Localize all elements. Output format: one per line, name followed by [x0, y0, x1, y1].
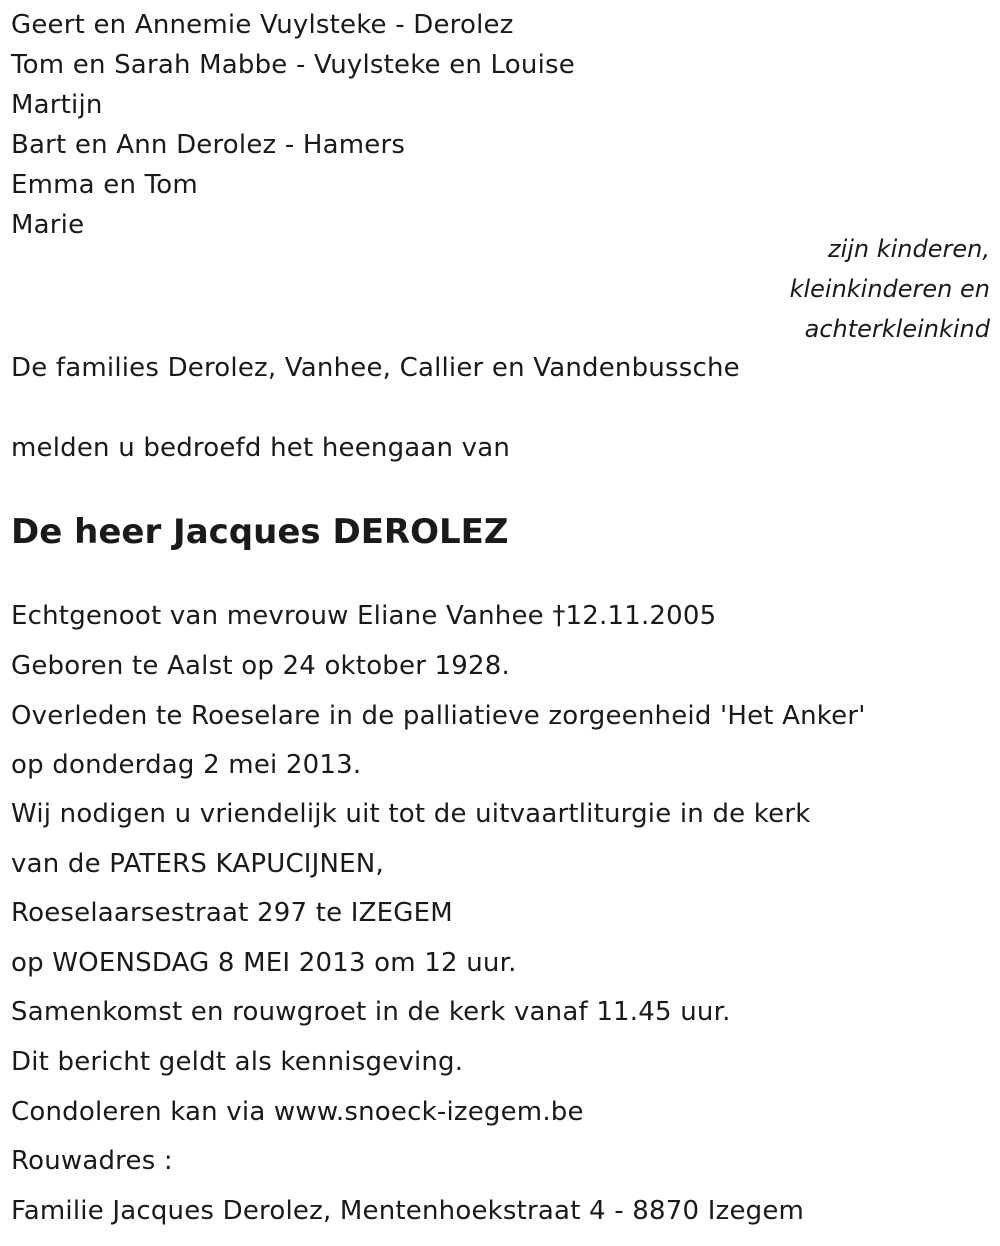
detail-line: Dit bericht geldt als kennisgeving.: [11, 1047, 464, 1077]
detail-line: Familie Jacques Derolez, Mentenhoekstraat 4 - 8870 Izegem: [11, 1196, 805, 1226]
family-member-line: Geert en Annemie Vuylsteke - Derolez: [11, 10, 514, 40]
relation-line: achterkleinkind: [804, 315, 990, 343]
detail-line: Condoleren kan via www.snoeck-izegem.be: [11, 1097, 584, 1127]
detail-line: Roeselaarsestraat 297 te IZEGEM: [11, 898, 453, 928]
relation-line: zijn kinderen,: [827, 235, 990, 263]
detail-line: Rouwadres :: [11, 1146, 173, 1176]
deceased-name: De heer Jacques DEROLEZ: [11, 512, 509, 552]
detail-line: Echtgenoot van mevrouw Eliane Vanhee †12.11.2005: [11, 601, 717, 631]
detail-line: Geboren te Aalst op 24 oktober 1928.: [11, 651, 510, 681]
family-member-line: Emma en Tom: [11, 170, 198, 200]
detail-line: van de PATERS KAPUCIJNEN,: [11, 849, 384, 879]
detail-line: op WOENSDAG 8 MEI 2013 om 12 uur.: [11, 948, 517, 978]
relation-line: kleinkinderen en: [789, 275, 990, 303]
detail-line: op donderdag 2 mei 2013.: [11, 750, 362, 780]
detail-line: Samenkomst en rouwgroet in de kerk vanaf 11.45 uur.: [11, 997, 731, 1027]
detail-line: Wij nodigen u vriendelijk uit tot de uitvaartliturgie in de kerk: [11, 799, 811, 829]
family-member-line: Bart en Ann Derolez - Hamers: [11, 130, 406, 160]
announcement-line: melden u bedroefd het heengaan van: [11, 433, 511, 463]
family-member-line: Marie: [11, 210, 85, 240]
family-member-line: Martijn: [11, 90, 103, 120]
families-line: De families Derolez, Vanhee, Callier en Vandenbussche: [11, 353, 740, 383]
detail-line: Overleden te Roeselare in de palliatieve zorgeenheid 'Het Anker': [11, 701, 866, 731]
family-member-line: Tom en Sarah Mabbe - Vuylsteke en Louise: [11, 50, 575, 80]
